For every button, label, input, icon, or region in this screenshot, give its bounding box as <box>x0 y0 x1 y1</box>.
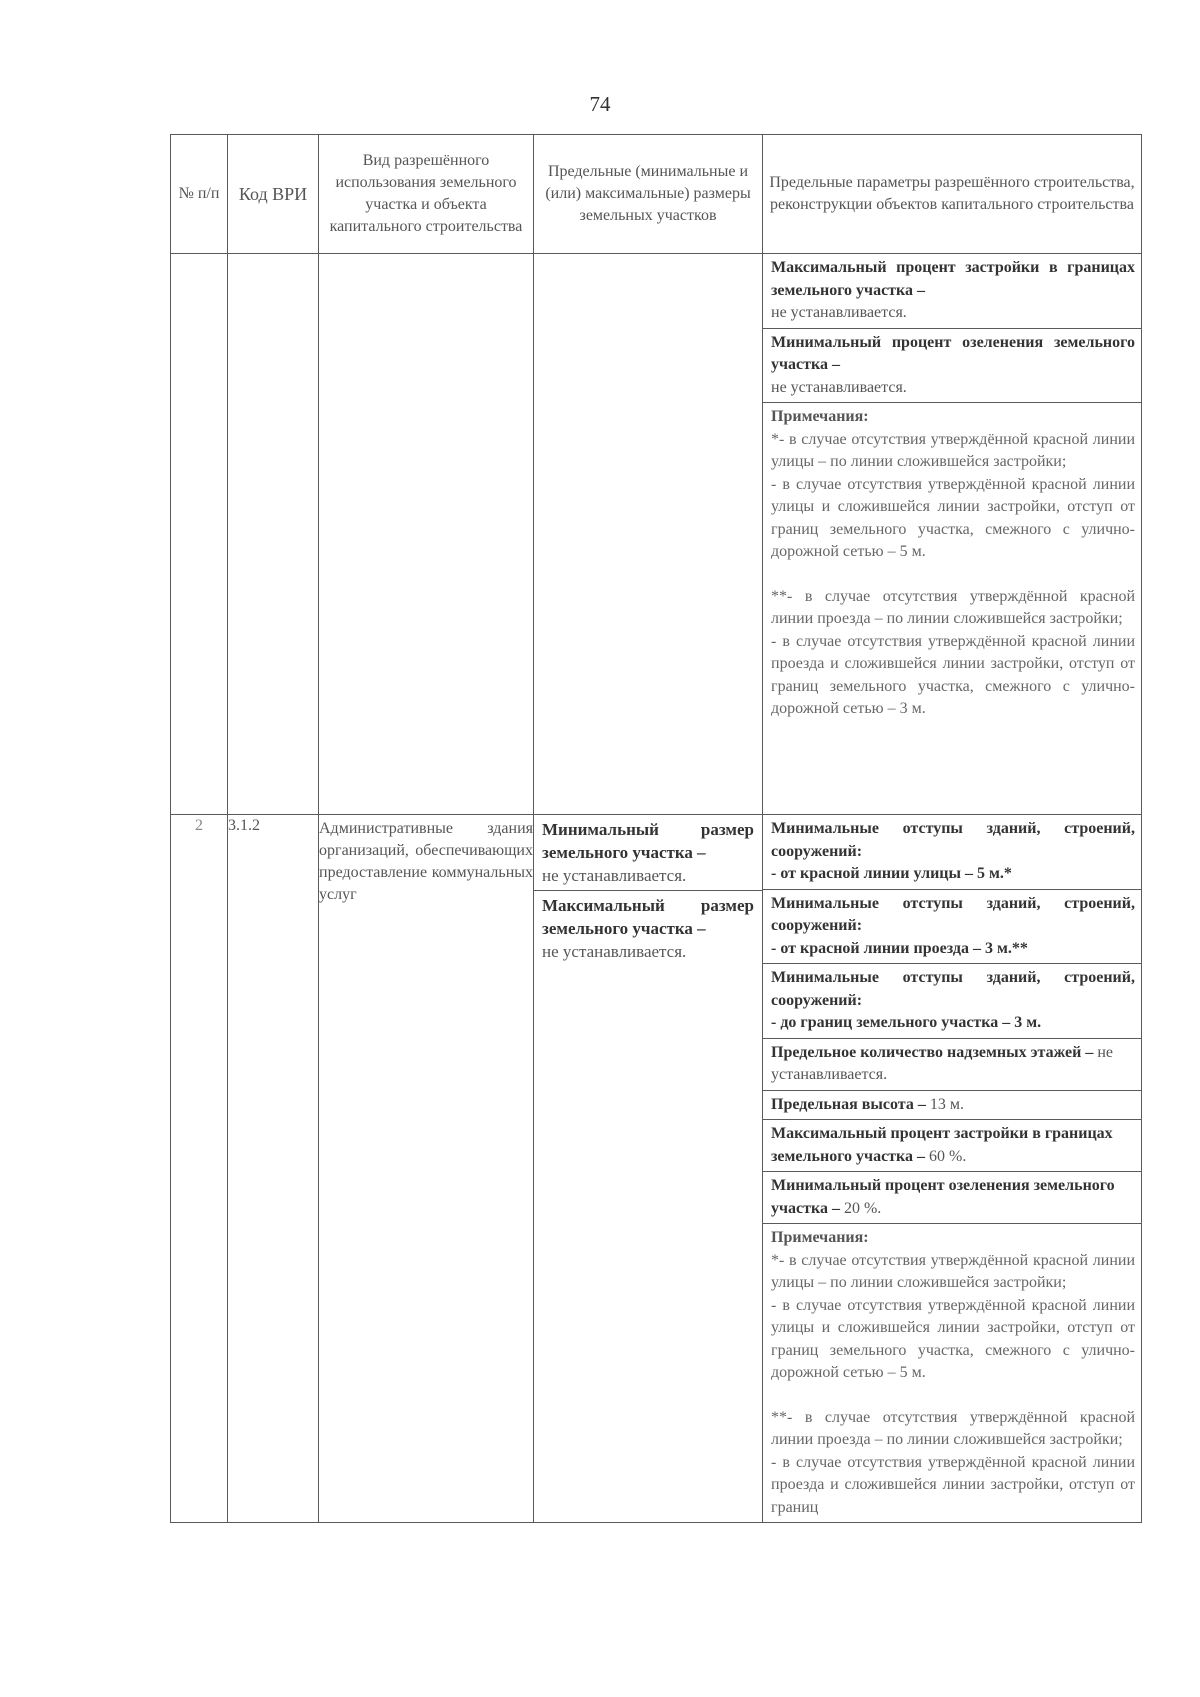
row1-num-cell <box>171 254 228 815</box>
size-value: не устанавливается. <box>542 866 687 885</box>
param-value: 20 %. <box>843 1199 882 1217</box>
param-block <box>763 964 1141 1039</box>
row1-code-cell <box>228 254 319 815</box>
header-use: Вид разрешённого использования земельного участка и объекта капитального строительства <box>319 135 534 254</box>
param-block <box>763 1172 1141 1224</box>
param-value: - от красной линии проезда – 3 м.** <box>771 939 1028 957</box>
note-text: - в случае отсутствия утверждённой красной линии улицы и сложившейся линии застройки, отступ от границ земельного участка, смежного с улично-дорожной сетью – 5 м. <box>771 1296 1135 1381</box>
param-block <box>763 329 1141 404</box>
param-title: Предельное количество надземных этажей – <box>771 1043 1094 1061</box>
param-title: Минимальные отступы зданий, строений, сооружений: <box>771 820 1135 860</box>
param-title: Максимальный процент застройки в границах земельного участка – <box>771 1125 1113 1165</box>
param-block <box>763 890 1141 965</box>
size-block <box>534 891 762 966</box>
param-title: Минимальный процент озеленения земельного участка – <box>771 1177 1115 1217</box>
note-text: **- в случае отсутствия утверждённой красной линии проезда – по линии сложившейся застройки; <box>771 1408 1135 1448</box>
row2-use: Административные здания организаций, обеспечивающих предоставление коммунальных услуг <box>319 815 534 1523</box>
row2-sizes-cell <box>534 815 763 1523</box>
regulations-table <box>170 134 1142 1523</box>
note-text: **- в случае отсутствия утверждённой красной линии проезда – по линии сложившейся застройки; <box>771 587 1135 627</box>
param-value: 60 %. <box>929 1147 967 1165</box>
row1-params-cell <box>763 254 1142 815</box>
row1-use-cell <box>319 254 534 815</box>
param-block <box>763 815 1141 890</box>
note-text: - в случае отсутствия утверждённой красной линии проезда и сложившейся линии застройки, отступ от границ земельного участка, смежного с улично-дорожной сетью – 3 м. <box>771 632 1135 717</box>
note-text: *- в случае отсутствия утверждённой красной линии улицы – по линии сложившейся застройки; <box>771 430 1135 470</box>
param-title: Минимальный процент озеленения земельного участка – <box>771 333 1135 373</box>
page-number: 74 <box>589 92 611 116</box>
note-text: - в случае отсутствия утверждённой красной линии улицы и сложившейся линии застройки, отступ от границ земельного участка, смежного с улично-дорожной сетью – 5 м. <box>771 475 1135 560</box>
header-row <box>171 135 1142 254</box>
header-params: Предельные параметры разрешённого строительства, реконструкции объектов капитального строительства <box>763 135 1142 254</box>
size-title: Максимальный размер земельного участка – <box>542 896 754 938</box>
notes-block <box>763 1224 1141 1522</box>
param-value: - от красной линии улицы – 5 м.* <box>771 865 1012 882</box>
param-block <box>763 254 1141 329</box>
row2-num: 2 <box>171 815 228 1523</box>
param-value: не устанавливается. <box>771 304 907 321</box>
size-value: не устанавливается. <box>542 942 687 961</box>
row2-params-cell <box>763 815 1142 1523</box>
note-text: *- в случае отсутствия утверждённой красной линии улицы – по линии сложившейся застройки; <box>771 1251 1135 1291</box>
header-code: Код ВРИ <box>228 135 319 254</box>
header-num: № п/п <box>171 135 228 254</box>
notes-block <box>763 403 1141 724</box>
param-value: 13 м. <box>929 1095 964 1113</box>
note-text: - в случае отсутствия утверждённой красной линии проезда и сложившейся линии застройки, отступ от границ <box>771 1453 1135 1516</box>
table-row <box>171 815 1142 1523</box>
header-sizes: Предельные (минимальные и (или) максимальные) размеры земельных участков <box>534 135 763 254</box>
notes-title: Примечания: <box>771 1229 869 1246</box>
row1-sizes-cell <box>534 254 763 815</box>
param-value: - до границ земельного участка – 3 м. <box>771 1014 1042 1031</box>
row2-code: 3.1.2 <box>228 815 319 1523</box>
param-block <box>763 1039 1141 1091</box>
param-title: Минимальные отступы зданий, строений, сооружений: <box>771 969 1135 1009</box>
size-block <box>534 815 762 891</box>
param-title: Минимальные отступы зданий, строений, сооружений: <box>771 894 1135 934</box>
param-title: Максимальный процент застройки в границах земельного участка – <box>771 259 1135 299</box>
param-block <box>763 1120 1141 1172</box>
param-value: не устанавливается. <box>771 1043 1113 1083</box>
param-block <box>763 1091 1141 1121</box>
size-title: Минимальный размер земельного участка – <box>542 820 754 862</box>
notes-title: Примечания: <box>771 408 869 425</box>
table-row <box>171 254 1142 815</box>
param-value: не устанавливается. <box>771 378 907 396</box>
param-title: Предельная высота – <box>771 1095 926 1113</box>
